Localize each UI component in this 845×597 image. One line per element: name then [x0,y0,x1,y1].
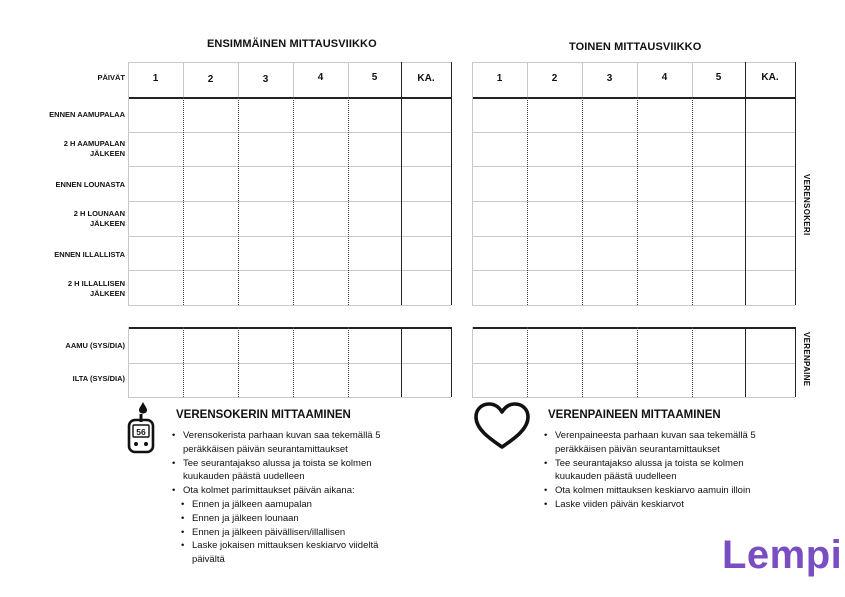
pressure-section-title: VERENPAINEEN MITTAAMINEN [548,409,721,421]
week2-day-1: 1 [496,73,503,84]
lempi-logo: Lempi [722,533,843,577]
row-label-ennen-aamupalaa: ENNEN AAMUPALAA [49,110,125,119]
week1-title: ENSIMMÄINEN MITTAUSVIIKKO [207,38,377,50]
pressure-column-line [128,327,129,397]
week1-day-5: 5 [371,72,378,83]
week1-day-2: 2 [207,74,214,85]
week2-title: TOINEN MITTAUSVIIKKO [569,41,702,53]
body-column-line [128,97,129,305]
pressure-column-line [401,327,402,397]
row-line [128,305,451,306]
glucose-item: • Verensokerista parhaan kuvan saa tekemällä 5 peräkkäisen päivän seurantamittaukset [172,429,404,457]
right-header-line [451,62,452,97]
glucose-subitem: • Ennen ja jälkeen lounaan [172,512,404,526]
pressure-item: • Ota kolmen mittauksen keskiarvo aamuin illoin [544,484,776,498]
body-column-line [637,97,638,305]
row-label-2h-lounaan: 2 H LOUNAAN JÄLKEEN [73,209,125,228]
week2-day-3: 3 [606,73,613,84]
pressure-row-line [472,363,795,364]
body-column-line [692,97,693,305]
body-column-line [527,97,528,305]
grid-top-line [472,62,795,63]
week2-day-4: 4 [661,72,668,83]
header-divider-line [128,97,451,99]
pressure-top-line [128,327,451,329]
side-label-verenpaine: VERENPAINE [802,332,811,387]
row-label-2h-aamupalan: 2 H AAMUPALAN JÄLKEEN [63,139,125,158]
body-column-line [238,97,239,305]
week2-day-ka: KA. [761,72,779,83]
pressure-column-line [451,327,452,397]
right-header-line [795,62,796,97]
glucose-subitem: • Ennen ja jälkeen päivällisen/illallisen [172,526,404,540]
header-divider-line [472,97,795,99]
week1-day-3: 3 [262,74,269,85]
row-label-2h-illallisen: 2 H ILLALLISEN JÄLKEEN [67,279,125,298]
pressure-item: • Tee seurantajakso alussa ja toista se kolmen kuukauden päästä uudelleen [544,457,776,485]
body-column-line [795,97,796,305]
row-label-ilta: ILTA (SYS/DIA) [72,374,125,383]
body-column-line [401,97,402,305]
glucose-item: • Tee seurantajakso alussa ja toista se kolmen kuukauden päästä uudelleen [172,457,404,485]
pressure-column-line [527,327,528,397]
body-column-line [183,97,184,305]
week2-day-2: 2 [551,73,558,84]
week2-day-5: 5 [715,72,722,83]
pressure-column-line [582,327,583,397]
days-label: PÄIVÄT [97,73,125,82]
grid-top-line [128,62,451,63]
week1-day-1: 1 [152,73,159,84]
pressure-column-line [637,327,638,397]
body-column-line [451,97,452,305]
row-line [128,132,451,133]
glucose-section-title: VERENSOKERIN MITTAAMINEN [176,409,351,421]
pressure-item: • Laske viiden päivän keskiarvot [544,498,776,512]
pressure-column-line [795,327,796,397]
week1-day-4: 4 [317,72,324,83]
row-label-aamu: AAMU (SYS/DIA) [65,341,125,350]
glucose-item: • Ota kolmet parimittaukset päivän aikana: [172,484,404,498]
heart-icon [472,400,532,452]
body-column-line [745,97,746,305]
pressure-column-line [745,327,746,397]
pressure-column-line [692,327,693,397]
pressure-row-line [128,363,451,364]
meter-reading: 56 [136,427,146,437]
row-line [128,166,451,167]
glucose-instructions [172,429,404,567]
row-label-ennen-lounasta: ENNEN LOUNASTA [55,180,125,189]
body-column-line [293,97,294,305]
row-line [128,236,451,237]
body-column-line [582,97,583,305]
row-line [472,236,795,237]
pressure-top-line [472,327,795,329]
pressure-column-line [293,327,294,397]
row-line [472,270,795,271]
pressure-column-line [472,327,473,397]
row-line [128,270,451,271]
glucose-subitem: • Ennen ja jälkeen aamupalan [172,498,404,512]
pressure-bottom-line [128,397,451,398]
pressure-bottom-line [472,397,795,398]
side-label-verensokeri: VERENSOKERI [802,174,811,236]
row-line [128,201,451,202]
row-label-ennen-illallista: ENNEN ILLALLISTA [54,250,125,259]
row-line [472,305,795,306]
row-line [472,166,795,167]
body-column-line [348,97,349,305]
row-line [472,201,795,202]
body-column-line [472,97,473,305]
glucose-subitem: • Laske jokaisen mittauksen keskiarvo viideltä päivältä [172,539,402,567]
pressure-column-line [183,327,184,397]
glucose-meter-icon [126,400,156,454]
pressure-column-line [348,327,349,397]
week1-day-ka: KA. [417,73,435,84]
row-line [472,132,795,133]
pressure-instructions [544,429,776,512]
pressure-item: • Verenpaineesta parhaan kuvan saa tekemällä 5 peräkkäisen päivän seurantamittaukset [544,429,776,457]
pressure-column-line [238,327,239,397]
